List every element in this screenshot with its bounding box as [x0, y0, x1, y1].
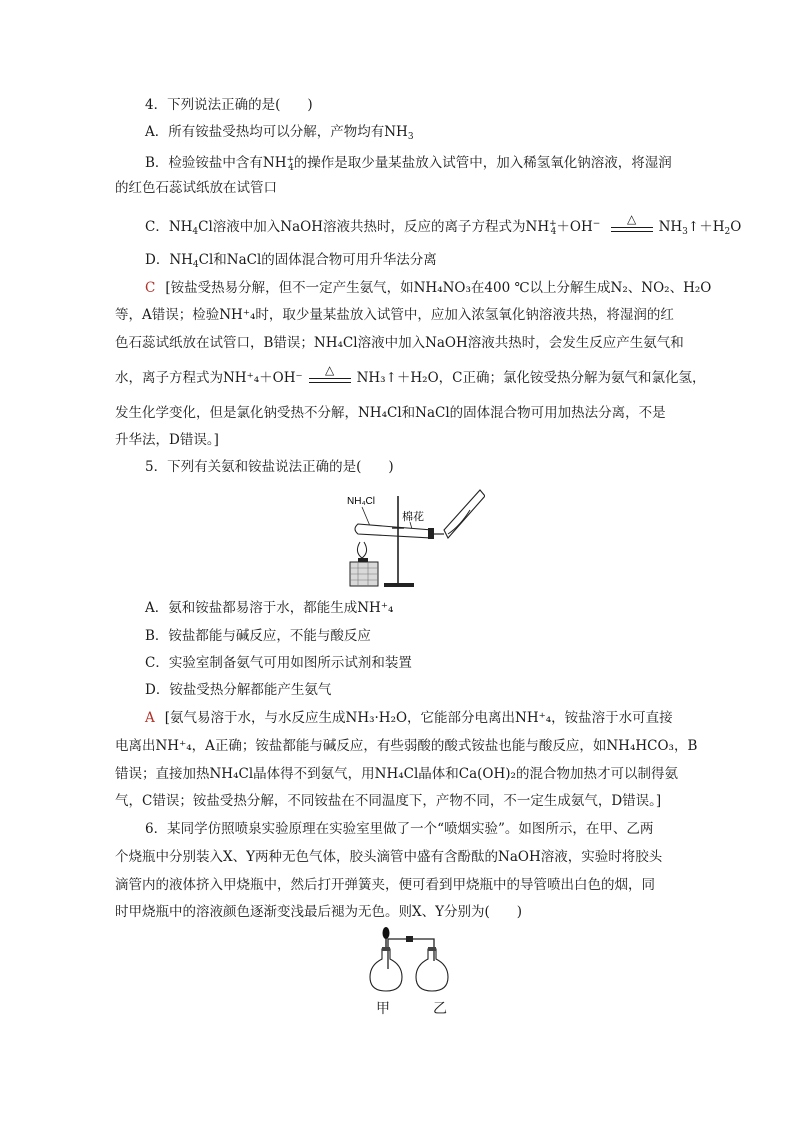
q4-c-sub-b: 4: [550, 227, 557, 237]
q4-c-sup: +: [549, 219, 557, 229]
heat-arrow: [611, 211, 653, 237]
q4-option-b-line2: 的红色石蕊试纸放在试管口: [115, 180, 277, 196]
q5-explanation-2: 电离出NH⁺₄，A正确；铵盐都能与碱反应，有些弱酸的酸式铵盐也能与酸反应，如NH₄HCO₃，B: [115, 738, 698, 754]
figure-label-nh4cl: NH₄Cl: [347, 496, 375, 507]
q4-option-a: [145, 123, 414, 146]
q4-explanation-4: [115, 362, 706, 388]
q4-b-sup: +: [286, 155, 295, 165]
q4-exp-1: [铵盐受热易分解，但不一定产生氨气，如NH₄NO₃在400 ℃以上分解生成N₂、NO₂、H₂O: [165, 280, 712, 296]
q4-c-prod3: O: [730, 219, 742, 235]
q4-d-pre: D．NH: [145, 252, 193, 268]
q4-option-c: [145, 211, 742, 241]
q4-explanation-1: [145, 279, 711, 297]
q4-exp-4-pre: 水，离子方程式为NH⁺₄＋OH⁻: [115, 370, 303, 386]
q4-c-prod2-sub: 2: [724, 227, 731, 237]
q4-b-rest: 的操作是取少量某盐放入试管中，加入稀氢氧化钠溶液，将湿润: [293, 155, 672, 171]
flask-label-yi: 乙: [433, 1001, 447, 1017]
q4-d-sub: 4: [192, 260, 199, 270]
q5-explanation-3: 错误；直接加热NH₄Cl晶体得不到氨气，用NH₄Cl晶体和Ca(OH)₂的混合物加热才可以制得氨: [115, 766, 678, 782]
q5-explanation-4: 气，C错误；铵盐受热分解，不同铵盐在不同温度下，产物不同，不一定生成氨气，D错误。]: [115, 793, 662, 809]
q4-exp-4-post: NH₃↑＋H₂O，C正确；氯化铵受热分解为氨气和氯化氢，: [356, 370, 706, 386]
smoke-experiment-figure: [368, 925, 458, 995]
q4-c-oh: ＋OH: [556, 219, 593, 235]
q4-d-rest: Cl和NaCl的固体混合物可用升华法分离: [198, 252, 437, 268]
q4-option-d: [145, 251, 437, 274]
heat-triangle-icon: △: [626, 211, 637, 226]
q6-line-3: 滴管内的液体挤入甲烧瓶中，然后打开弹簧夹，便可看到甲烧瓶中的导管喷出白色的烟，同: [115, 877, 655, 893]
heat-triangle-icon-2: △: [324, 362, 335, 377]
q5-option-d: D．铵盐受热分解都能产生氨气: [145, 682, 332, 698]
q4-explanation-3: 色石蕊试纸放在试管口，B错误；NH₄Cl溶液中加入NaOH溶液共热时，会发生反应产生氨气和: [115, 335, 684, 351]
q5-option-c: C．实验室制备氨气可用如图所示试剂和装置: [145, 655, 412, 671]
figure-label-cotton: 棉花: [402, 510, 424, 523]
q4-answer-letter: C: [145, 280, 156, 296]
q4-c-prod: NH: [658, 219, 683, 235]
q4-c-oh-sup: −: [592, 219, 601, 229]
q4-c-prod2: ↑＋H: [687, 219, 725, 235]
q4-explanation-5: 发生化学变化，但是氯化钠受热不分解，NH₄Cl和NaCl的固体混合物可用加热法分离，不是: [115, 405, 666, 421]
q4-c-pre: C．NH: [145, 219, 193, 235]
q4-c-prod-sub: 3: [682, 227, 688, 237]
flask-label-jia: 甲: [376, 1001, 390, 1017]
q5-exp-1: [氨气易溶于水，与水反应生成NH₃·H₂O，它能部分电离出NH⁺₄，铵盐溶于水可直接: [164, 710, 673, 726]
q4-explanation-6: 升华法，D错误。]: [115, 432, 219, 448]
q5-option-a: A．氨和铵盐都易溶于水，都能生成NH⁺₄: [145, 600, 394, 616]
q4-a-sub: 3: [407, 132, 414, 142]
q5-explanation-1: [145, 709, 673, 727]
q4-b-sub: 4: [288, 163, 294, 173]
q4-b-text: B．检验铵盐中含有NH: [145, 155, 287, 171]
q5-answer-letter: A: [145, 710, 155, 726]
q4-explanation-2: 等，A错误；检验NH⁺₄时，取少量某盐放入试管中，应加入浓氢氧化钠溶液共热，将湿润的红: [115, 307, 674, 323]
q5-option-b: B．铵盐都能与碱反应，不能与酸反应: [145, 628, 371, 644]
q4-c-mid: Cl溶液中加入NaOH溶液共热时，反应的离子方程式为NH: [198, 219, 550, 235]
ammonia-apparatus-figure: [340, 482, 485, 590]
q4-option-b-line1: [145, 151, 672, 177]
heat-arrow-2: [309, 362, 351, 388]
q6-line-4: 时甲烧瓶中的溶液颜色逐渐变浅最后褪为无色。则X、Y分别为( ): [115, 904, 523, 920]
q4-c-sub: 4: [192, 227, 199, 237]
q4-stem: 4．下列说法正确的是( ): [145, 97, 313, 113]
q5-stem: 5．下列有关氨和铵盐说法正确的是( ): [145, 459, 394, 475]
q6-line-1: 6．某同学仿照喷泉实验原理在实验室里做了一个“喷烟实验”。如图所示，在甲、乙两: [145, 821, 654, 837]
q4-a-text: A．所有铵盐受热均可以分解，产物均有NH: [145, 124, 408, 140]
q6-line-2: 个烧瓶中分别装入X、Y两种无色气体，胶头滴管中盛有含酚酞的NaOH溶液，实验时将胶头: [115, 849, 663, 865]
